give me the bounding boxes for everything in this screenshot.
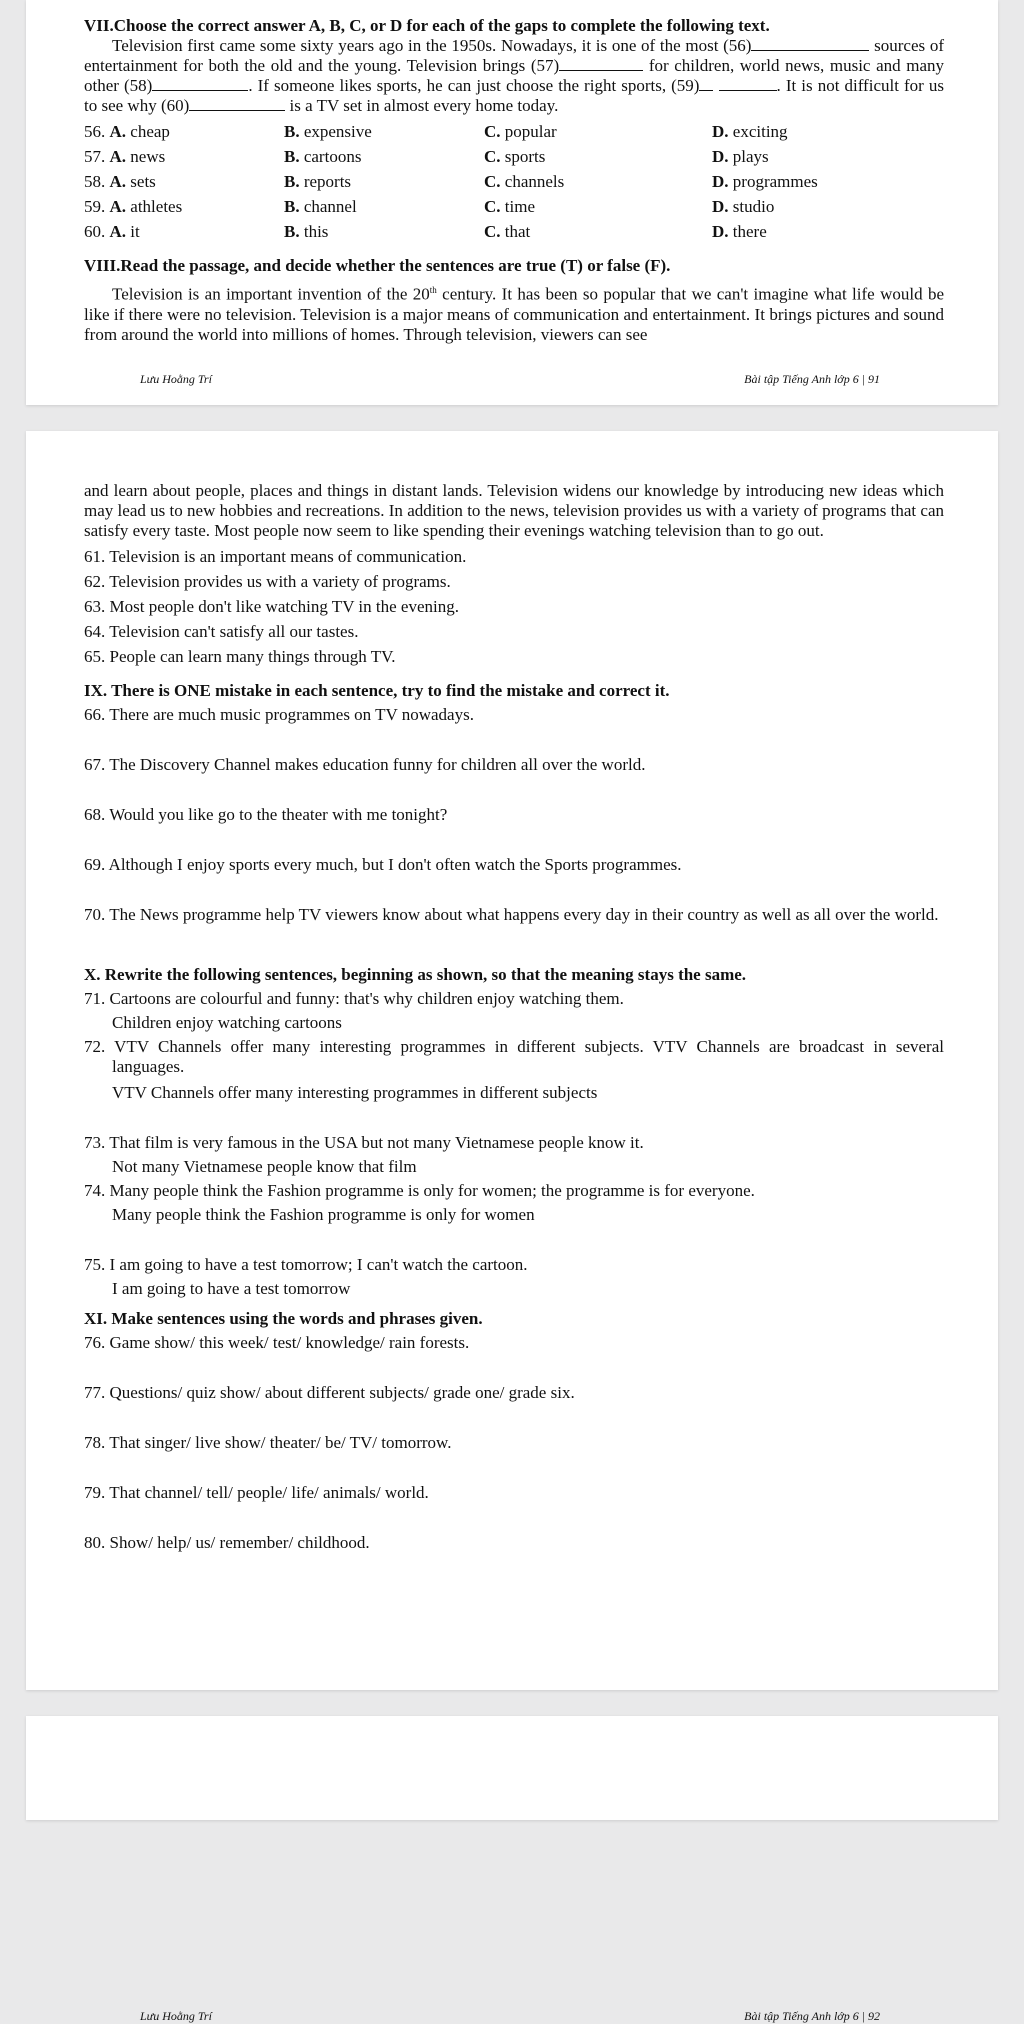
make-item-80: 80. Show/ help/ us/ remember/ childhood. bbox=[84, 1533, 370, 1552]
passage-line: Television first came some sixty years ago in the 1950s. Nowadays, it is one of the most (56) bbox=[112, 36, 752, 55]
true-false-list bbox=[84, 544, 944, 669]
option-57a: 57. A. news bbox=[84, 147, 166, 166]
rewrite-start-72: VTV Channels offer many interesting programmes in different subjects bbox=[112, 1083, 598, 1102]
make-item-77: 77. Questions/ quiz show/ about different subjects/ grade one/ grade six. bbox=[84, 1383, 575, 1402]
gap-58 bbox=[152, 76, 248, 91]
option-59d: D. studio bbox=[712, 197, 775, 216]
gap-59-cont bbox=[719, 76, 777, 91]
rewrite-item-73: 73. That film is very famous in the USA but not many Vietnamese people know it. bbox=[84, 1133, 644, 1152]
rewrite-item-74: 74. Many people think the Fashion programme is only for women; the programme is for everyone. bbox=[84, 1181, 755, 1200]
footer-author: Lưu Hoằng Trí bbox=[140, 2009, 212, 2023]
option-56b: B. expensive bbox=[284, 122, 372, 141]
section-11-heading: XI. Make sentences using the words and phrases given. bbox=[84, 1309, 483, 1328]
rewrite-item-72: 72. VTV Channels offer many interesting programmes in different subjects. VTV Channels are broadcast in several languages. bbox=[84, 1037, 944, 1076]
rewrite-item-71: 71. Cartoons are colourful and funny: that's why children enjoy watching them. bbox=[84, 989, 624, 1008]
section-7-heading: VII.Choose the correct answer A, B, C, or D for each of the gaps to complete the following text. bbox=[84, 16, 770, 35]
options-grid bbox=[84, 119, 944, 244]
option-60d: D. there bbox=[712, 222, 767, 241]
mistake-item-68: 68. Would you like go to the theater with me tonight? bbox=[84, 805, 448, 824]
rewrite-start-71: Children enjoy watching cartoons bbox=[112, 1013, 342, 1032]
make-item-76: 76. Game show/ this week/ test/ knowledge/ rain forests. bbox=[84, 1333, 470, 1352]
tf-item-65: 65. People can learn many things through TV. bbox=[84, 647, 396, 666]
passage-line: sources of entertainment for both the old and the young. Television brings (57) bbox=[84, 36, 944, 75]
section-7-passage bbox=[84, 36, 944, 116]
gap-60 bbox=[189, 96, 285, 111]
section-8-passage-continued: and learn about people, places and things in distant lands. Television widens our knowledge by introducing new ideas which may lead us to new hobbies and recreations. In addition to the news, television provides us with a variety of programs that can satisfy every taste. Most people now seem to like spending their evenings watching television than to go out. bbox=[84, 481, 944, 540]
rewrite-item-75: 75. I am going to have a test tomorrow; I can't watch the cartoon. bbox=[84, 1255, 528, 1274]
option-59b: B. channel bbox=[284, 197, 357, 216]
section-9-heading: IX. There is ONE mistake in each sentence, try to find the mistake and correct it. bbox=[84, 681, 670, 700]
tf-item-63: 63. Most people don't like watching TV in the evening. bbox=[84, 597, 459, 616]
passage-line: . It is not difficult for us to see why (60) bbox=[84, 76, 944, 115]
footer-page-number: Bài tập Tiếng Anh lớp 6 | 92 bbox=[744, 2009, 880, 2023]
section-10-heading: X. Rewrite the following sentences, beginning as shown, so that the meaning stays the same. bbox=[84, 965, 747, 984]
option-60a: 60. A. it bbox=[84, 222, 140, 241]
make-item-78: 78. That singer/ live show/ theater/ be/ TV/ tomorrow. bbox=[84, 1433, 452, 1452]
tf-item-61: 61. Television is an important means of communication. bbox=[84, 547, 467, 566]
rewrite-start-74: Many people think the Fashion programme is only for women bbox=[112, 1205, 535, 1224]
option-58c: C. channels bbox=[484, 172, 565, 191]
mistake-item-67: 67. The Discovery Channel makes education funny for children all over the world. bbox=[84, 755, 646, 774]
rewrite-start-73: Not many Vietnamese people know that film bbox=[112, 1157, 417, 1176]
option-60c: C. that bbox=[484, 222, 531, 241]
option-57b: B. cartoons bbox=[284, 147, 362, 166]
gap-57 bbox=[559, 56, 643, 71]
tf-item-64: 64. Television can't satisfy all our tastes. bbox=[84, 622, 359, 641]
gap-59 bbox=[699, 76, 713, 91]
rewrite-start-75: I am going to have a test tomorrow bbox=[112, 1279, 351, 1298]
option-56c: C. popular bbox=[484, 122, 557, 141]
option-57c: C. sports bbox=[484, 147, 546, 166]
footer-author: Lưu Hoằng Trí bbox=[140, 372, 212, 386]
make-item-79: 79. That channel/ tell/ people/ life/ animals/ world. bbox=[84, 1483, 429, 1502]
option-56a: 56. A. cheap bbox=[84, 122, 170, 141]
option-59c: C. time bbox=[484, 197, 535, 216]
passage-line: is a TV set in almost every home today. bbox=[289, 96, 559, 115]
page-91 bbox=[26, 0, 998, 405]
page-93 bbox=[26, 1716, 998, 1820]
page-92 bbox=[26, 431, 998, 2023]
footer-page-number: Bài tập Tiếng Anh lớp 6 | 91 bbox=[744, 372, 880, 386]
passage-line: for children, world news, music and many other (58) bbox=[84, 56, 945, 95]
gap-56 bbox=[751, 36, 869, 51]
tf-item-62: 62. Television provides us with a variety of programs. bbox=[84, 572, 451, 591]
option-60b: B. this bbox=[284, 222, 329, 241]
option-57d: D. plays bbox=[712, 147, 769, 166]
mistake-item-70: 70. The News programme help TV viewers know about what happens every day in their country as well as all over the world. bbox=[84, 905, 939, 924]
mistake-item-66: 66. There are much music programmes on TV nowadays. bbox=[84, 705, 474, 724]
option-58d: D. programmes bbox=[712, 172, 818, 191]
option-59a: 59. A. athletes bbox=[84, 197, 183, 216]
passage-line: . If someone likes sports, he can just choose the right sports, (59) bbox=[248, 76, 700, 95]
section-8-passage: Television is an important invention of the 20th century. It has been so popular that we can't imagine what life would be like if there were no television. Television is a major means of communication and entertainment. It brings pictures and sound from around the world into millions of homes. Through television, viewers can see bbox=[84, 284, 944, 344]
section-8-heading: VIII.Read the passage, and decide whether the sentences are true (T) or false (F). bbox=[84, 256, 671, 275]
option-58b: B. reports bbox=[284, 172, 352, 191]
option-56d: D. exciting bbox=[712, 122, 788, 141]
option-58a: 58. A. sets bbox=[84, 172, 156, 191]
mistake-item-69: 69. Although I enjoy sports every much, but I don't often watch the Sports programmes. bbox=[84, 855, 682, 874]
